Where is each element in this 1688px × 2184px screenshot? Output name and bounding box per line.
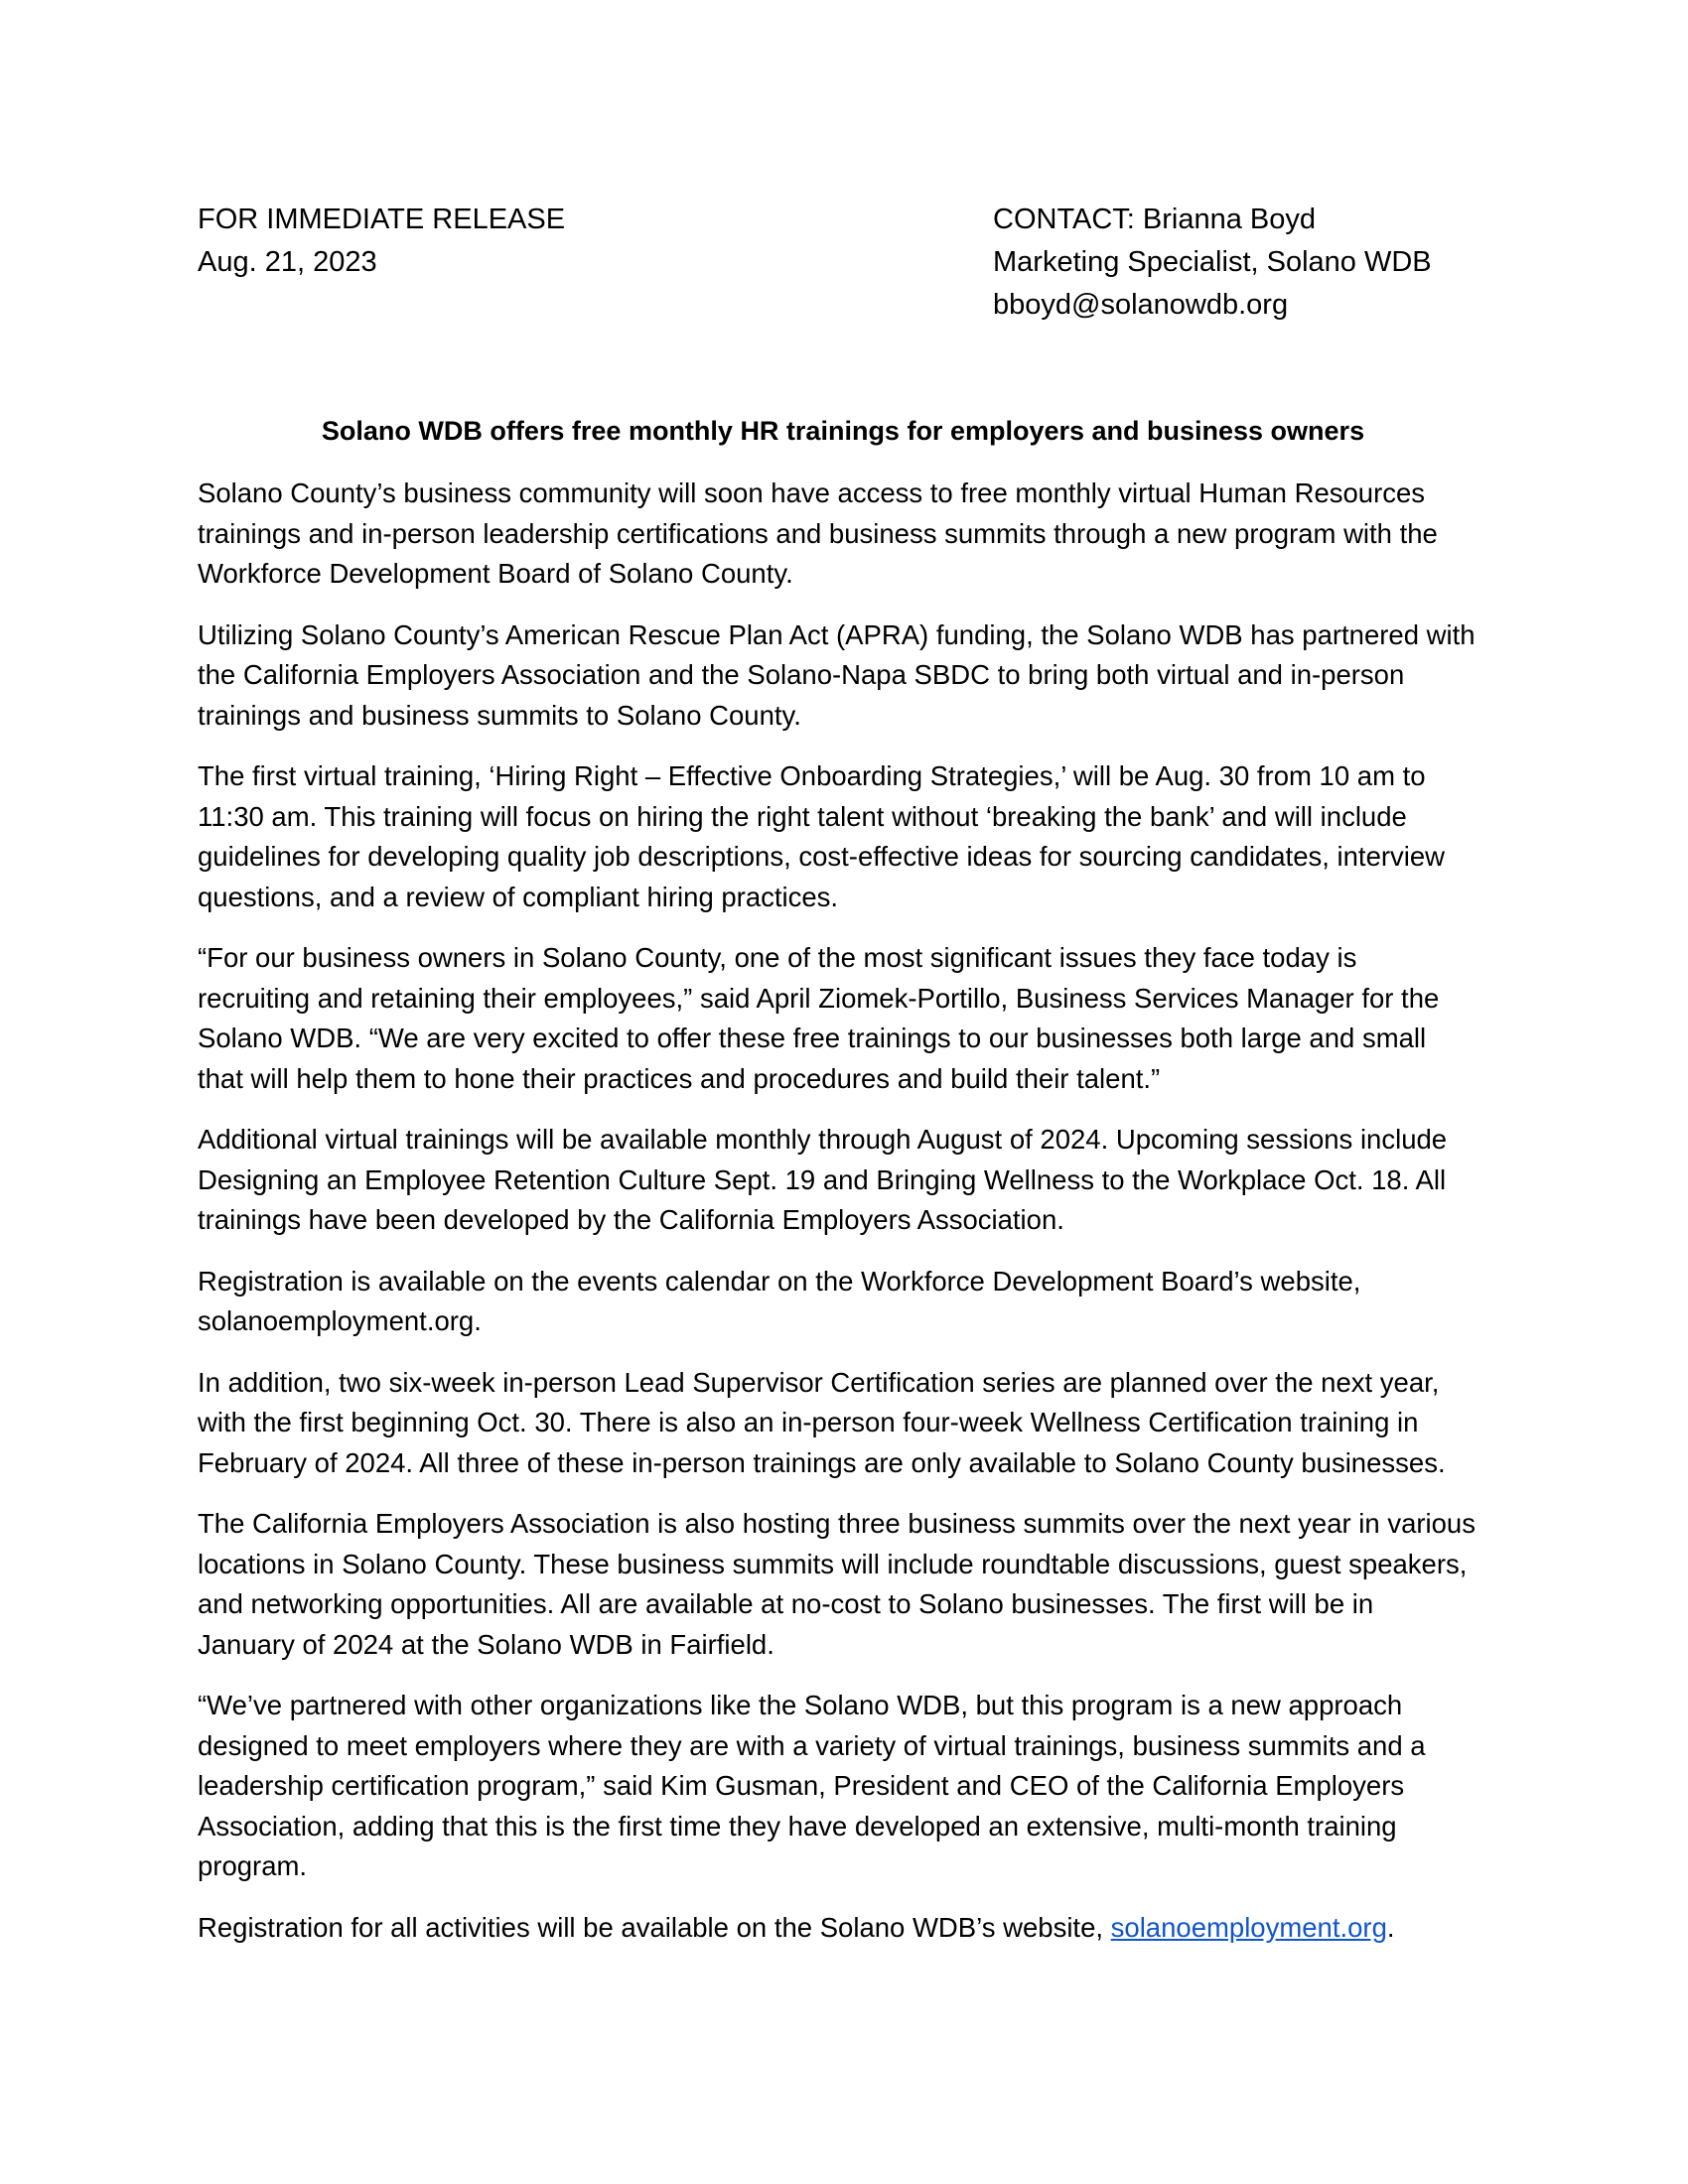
paragraph-line: Solano WDB. “We are very excited to offer these free trainings to our businesses both large and small xyxy=(198,1023,1427,1053)
paragraph-line: program. xyxy=(198,1850,308,1881)
paragraph-line: guidelines for developing quality job descriptions, cost-effective ideas for sourcing candidates, interview xyxy=(198,841,1446,872)
paragraph-line: The first virtual training, ‘Hiring Right – Effective Onboarding Strategies,’ will be Aug. 30 from 10 am to xyxy=(198,760,1426,791)
contact-email: bboyd@solanowdb.org xyxy=(993,289,1289,321)
paragraph-line: questions, and a review of compliant hiring practices. xyxy=(198,881,839,912)
closing-paragraph xyxy=(198,1908,1498,1949)
paragraph-line: Designing an Employee Retention Culture Sept. 19 and Bringing Wellness to the Workplace Oct. 18. All xyxy=(198,1163,1447,1195)
paragraph-line: In addition, two six-week in-person Lead Supervisor Certification series are planned over the next year, xyxy=(198,1366,1440,1398)
contact-title: Marketing Specialist, Solano WDB xyxy=(993,246,1432,278)
body-paragraph xyxy=(198,474,1498,595)
body-paragraph xyxy=(198,1686,1498,1887)
release-label: FOR IMMEDIATE RELEASE xyxy=(198,204,566,235)
paragraph-line: designed to meet employers where they are with a variety of virtual trainings, business summits and a xyxy=(198,1729,1426,1761)
paragraph-line: and networking opportunities. All are available at no-cost to Solano businesses. The first will be in xyxy=(198,1588,1374,1619)
paragraph-line: that will help them to hone their practices and procedures and build their talent.” xyxy=(198,1062,1161,1094)
paragraph-line: with the first beginning Oct. 30. There is also an in-person four-week Wellness Certification training in xyxy=(198,1407,1419,1437)
closing-text: Registration for all activities will be available on the Solano WDB’s website, xyxy=(198,1911,1111,1943)
paragraph-line: Association, adding that this is the first time they have developed an extensive, multi-month training xyxy=(198,1810,1397,1842)
paragraph-line: trainings and in-person leadership certifications and business summits through a new program with the xyxy=(198,517,1438,549)
release-date: Aug. 21, 2023 xyxy=(198,246,377,278)
closing-end: . xyxy=(1386,1911,1395,1943)
contact-info xyxy=(993,199,1549,327)
paragraph-line: “For our business owners in Solano County, one of the most significant issues they face today is xyxy=(198,942,1357,973)
closing-line xyxy=(198,1908,1498,1949)
paragraph-line: leadership certification program,” said Kim Gusman, President and CEO of the California Employers xyxy=(198,1770,1405,1801)
website-link[interactable]: solanoemployment.org xyxy=(1110,1911,1387,1943)
paragraph-line: recruiting and retaining their employees,” said April Ziomek-Portillo, Business Services Manager for the xyxy=(198,982,1440,1014)
body-paragraph xyxy=(198,615,1498,737)
paragraph-line: 11:30 am. This training will focus on hiring the right talent without ‘breaking the bank’ and will include xyxy=(198,800,1407,832)
headline: Solano WDB offers free monthly HR trainings for employers and business owners xyxy=(321,416,1365,446)
body-paragraph xyxy=(198,1363,1498,1484)
paragraph-line: The California Employers Association is also hosting three business summits over the next year in various xyxy=(198,1508,1476,1539)
paragraph-line: Registration is available on the events calendar on the Workforce Development Board’s website, xyxy=(198,1265,1361,1297)
paragraph-line: Solano County’s business community will soon have access to free monthly virtual Human Resources xyxy=(198,478,1426,508)
body-text xyxy=(198,474,1498,1969)
paragraph-line: “We’ve partnered with other organizations like the Solano WDB, but this program is a new approach xyxy=(198,1690,1403,1720)
body-paragraph xyxy=(198,1262,1498,1342)
paragraph-line: trainings and business summits to Solano County. xyxy=(198,699,801,731)
paragraph-line: February of 2024. All three of these in-person trainings are only available to Solano County businesses. xyxy=(198,1446,1446,1478)
release-info xyxy=(198,199,952,284)
paragraph-line: January of 2024 at the Solano WDB in Fairfield. xyxy=(198,1628,774,1660)
paragraph-line: Utilizing Solano County’s American Rescue Plan Act (APRA) funding, the Solano WDB has partnered with xyxy=(198,618,1476,650)
body-paragraph xyxy=(198,1120,1498,1241)
body-paragraph xyxy=(198,938,1498,1099)
body-paragraph xyxy=(198,1504,1498,1665)
paragraph-line: Additional virtual trainings will be available monthly through August of 2024. Upcoming sessions include xyxy=(198,1124,1448,1155)
contact-name: CONTACT: Brianna Boyd xyxy=(993,204,1317,235)
paragraph-line: Workforce Development Board of Solano County. xyxy=(198,558,793,589)
paragraph-line: trainings have been developed by the California Employers Association. xyxy=(198,1204,1064,1235)
paragraph-list xyxy=(198,474,1498,1887)
paragraph-line: the California Employers Association and the Solano-Napa SBDC to bring both virtual and in-person xyxy=(198,659,1405,690)
body-paragraph xyxy=(198,756,1498,917)
paragraph-line: solanoemployment.org. xyxy=(198,1305,482,1336)
paragraph-line: locations in Solano County. These business summits will include roundtable discussions, guest speakers, xyxy=(198,1548,1468,1579)
